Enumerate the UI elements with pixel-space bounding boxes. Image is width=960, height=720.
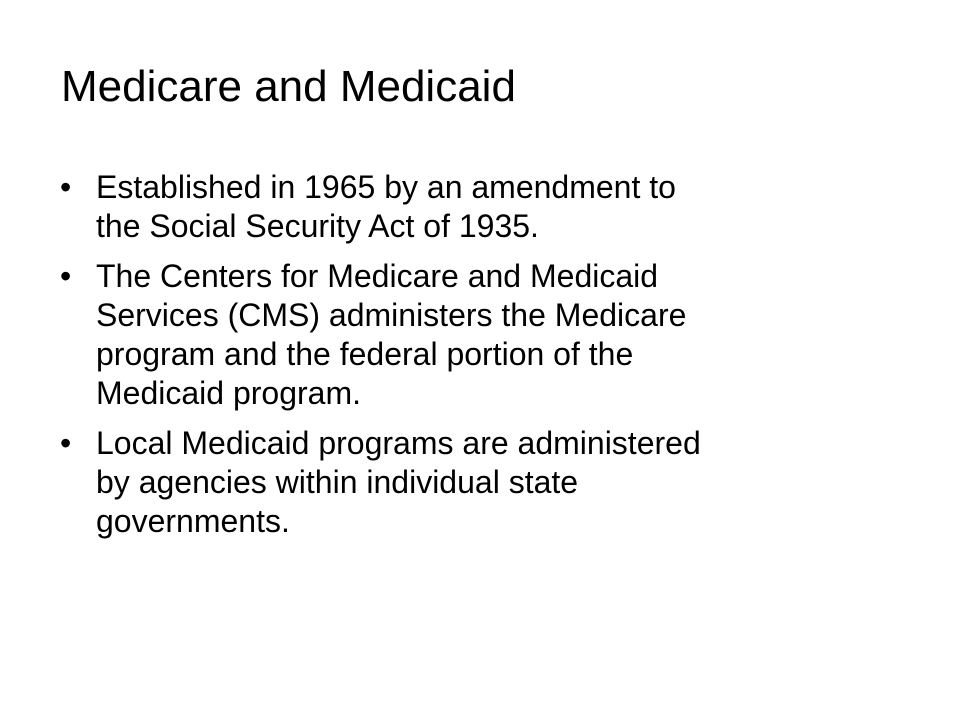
bullet-text-line: Medicaid program. [96,375,361,411]
bullet-item-cms [60,257,900,413]
bullet-list [60,168,900,552]
bullet-text-line: Services (CMS) administers the Medicare [96,297,687,333]
slide-title: Medicare and Medicaid [61,62,516,111]
bullet-text-line: the Social Security Act of 1935. [96,208,539,244]
bullet-item-local-programs [60,424,900,541]
bullet-dot-icon: • [60,169,72,205]
bullet-text-line: program and the federal portion of the [96,336,634,372]
bullet-text-line: Local Medicaid programs are administered [96,425,701,461]
bullet-dot-icon: • [60,258,72,294]
bullet-text-line: governments. [96,503,290,539]
bullet-text-line: by agencies within individual state [96,464,579,500]
bullet-dot-icon: • [60,425,72,461]
bullet-item-established [60,168,900,246]
bullet-text-line: The Centers for Medicare and Medicaid [96,258,659,294]
bullet-text-line: Established in 1965 by an amendment to [96,169,676,205]
